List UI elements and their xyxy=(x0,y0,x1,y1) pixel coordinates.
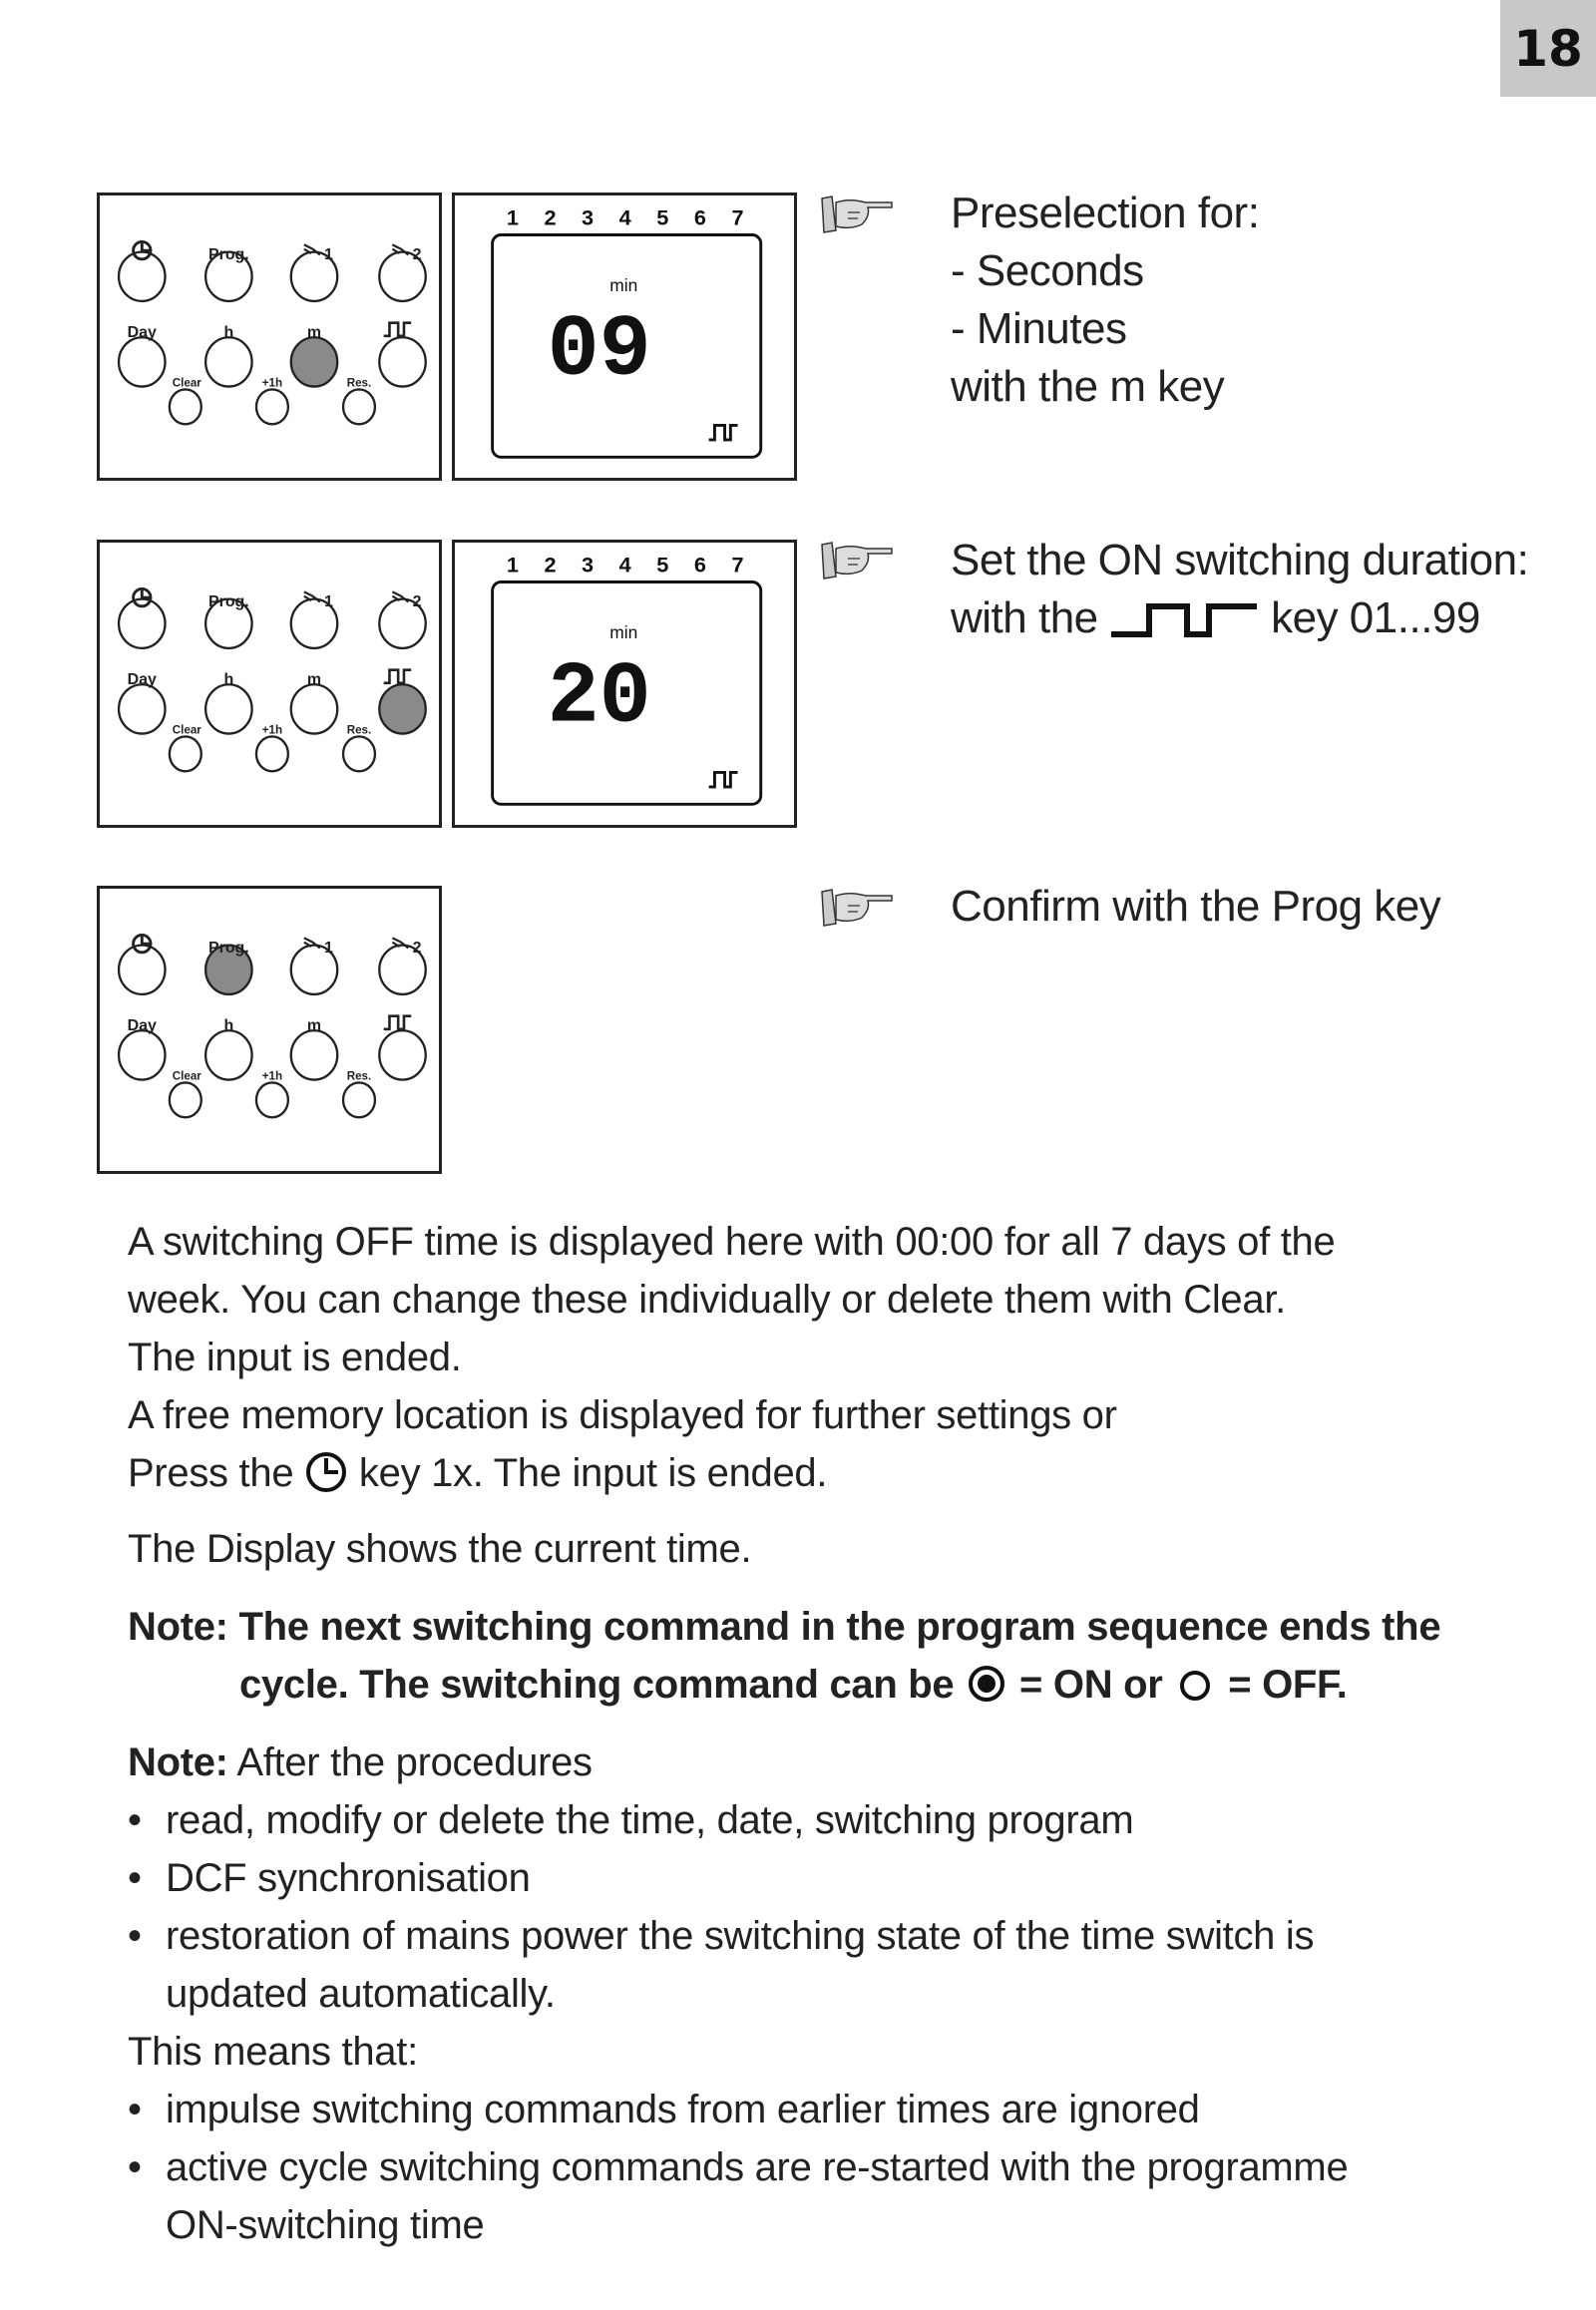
text-line: The Display shows the current time. xyxy=(128,1527,752,1571)
key-label-res: Res. xyxy=(346,376,372,390)
unit-label: min xyxy=(609,621,638,642)
keypad-diagram xyxy=(97,192,442,481)
key-label-res: Res. xyxy=(346,1069,372,1083)
key-res xyxy=(343,1082,375,1117)
day-indicator: 5 xyxy=(656,552,669,578)
pulse-icon xyxy=(384,323,412,336)
key-pulse xyxy=(379,337,425,386)
key-label-manual1: 1 xyxy=(324,939,333,957)
bullet-item: • impulse switching commands from earlier times are ignored xyxy=(128,2081,1440,2138)
key-label-prog: Prog. xyxy=(207,939,249,957)
text-line: week. You can change these individually or delete them with Clear. xyxy=(128,1278,1286,1322)
key-label-day: Day xyxy=(127,671,157,689)
key-label-clear: Clear xyxy=(172,723,201,737)
key-label-m: m xyxy=(306,671,322,689)
key-label-plus1h: +1h xyxy=(261,1069,283,1083)
key-label-m: m xyxy=(306,324,322,342)
pulse-icon xyxy=(384,670,412,683)
day-indicator: 2 xyxy=(544,204,557,230)
pulse-key-icon xyxy=(1109,602,1259,638)
text: cycle. The switching command can be xyxy=(239,1663,955,1707)
key-label-manual2: 2 xyxy=(412,592,422,610)
key-label-manual2: 2 xyxy=(412,939,422,957)
text-line: This means that: xyxy=(128,2030,418,2074)
key-label-h: h xyxy=(223,1017,234,1035)
day-indicator: 4 xyxy=(618,552,631,578)
day-indicator: 3 xyxy=(582,552,595,578)
instruction-line: Confirm with the Prog key xyxy=(951,882,1441,931)
key-label-res: Res. xyxy=(346,723,372,737)
key-m xyxy=(291,684,337,733)
pointing-hand-icon xyxy=(818,194,896,234)
pulse-icon xyxy=(384,1016,412,1029)
key-clear xyxy=(170,736,201,771)
key-label-h: h xyxy=(223,324,234,342)
display-value: 20 xyxy=(547,649,651,748)
instruction-step-2 xyxy=(951,532,1528,647)
key-label-m: m xyxy=(306,1017,322,1035)
key-label-day: Day xyxy=(127,324,157,342)
text-line xyxy=(128,1444,1440,1502)
key-res xyxy=(343,736,375,771)
instruction-step-1 xyxy=(951,185,1259,416)
text-line xyxy=(128,1733,1440,1791)
unit-label: min xyxy=(609,274,638,295)
instruction-line: with the m key xyxy=(951,362,1225,411)
day-indicator: 6 xyxy=(693,204,706,230)
text: After the procedures xyxy=(236,1740,593,1784)
day-indicator: 1 xyxy=(506,552,519,578)
note-label: Note: xyxy=(128,1740,228,1784)
instruction-step-3 xyxy=(951,878,1440,936)
instruction-line: Set the ON switching duration: xyxy=(951,536,1529,584)
note-line xyxy=(128,1656,1440,1714)
day-indicator: 4 xyxy=(618,204,631,230)
key-m-pressed xyxy=(291,337,337,386)
text: = OFF. xyxy=(1228,1663,1348,1707)
on-symbol-icon xyxy=(965,1662,1008,1706)
pointing-hand-icon xyxy=(818,888,896,928)
instruction-text: key 01...99 xyxy=(1271,593,1480,642)
key-day xyxy=(119,337,165,386)
day-indicator: 1 xyxy=(506,204,519,230)
pulse-icon xyxy=(709,772,738,786)
key-label-manual1: 1 xyxy=(324,592,333,610)
key-day xyxy=(119,684,165,733)
key-label-prog: Prog. xyxy=(207,592,249,610)
key-label-clear: Clear xyxy=(172,1069,201,1083)
body-paragraph xyxy=(128,1213,1440,2254)
day-indicator: 2 xyxy=(544,552,557,578)
note-heading: Note: The next switching command in the program sequence ends the xyxy=(128,1605,1441,1649)
key-plus1h xyxy=(256,1082,288,1117)
text: = ON or xyxy=(1019,1663,1163,1707)
instruction-line: - Minutes xyxy=(951,304,1127,353)
key-clear xyxy=(170,389,201,424)
instruction-text: with the xyxy=(951,593,1098,642)
page-number: 18 xyxy=(1500,0,1596,97)
text-line: A free memory location is displayed for further settings or xyxy=(128,1393,1117,1437)
key-h xyxy=(205,1030,251,1079)
day-indicator: 7 xyxy=(731,204,744,230)
key-label-prog: Prog. xyxy=(207,245,249,263)
clock-key-icon xyxy=(304,1450,348,1494)
bullet-item: • restoration of mains power the switching state of the time switch is xyxy=(128,1907,1440,1965)
key-res xyxy=(343,389,375,424)
bullet-item: • read, modify or delete the time, date, switching program xyxy=(128,1791,1440,1849)
key-label-plus1h: +1h xyxy=(261,723,283,737)
key-label-manual1: 1 xyxy=(324,245,333,263)
day-indicator: 3 xyxy=(582,204,595,230)
key-h xyxy=(205,684,251,733)
key-label-plus1h: +1h xyxy=(261,376,283,390)
bullet-item: • DCF synchronisation xyxy=(128,1849,1440,1907)
bullet-continuation: updated automatically. xyxy=(166,1972,556,2016)
off-symbol-icon xyxy=(1173,1662,1217,1706)
text: Press the xyxy=(128,1451,294,1495)
lcd-display-diagram xyxy=(452,540,797,828)
day-indicator: 5 xyxy=(656,204,669,230)
instruction-line xyxy=(951,589,1528,647)
pulse-icon xyxy=(709,425,738,439)
day-indicator: 6 xyxy=(693,552,706,578)
day-indicator: 7 xyxy=(731,552,744,578)
key-label-h: h xyxy=(223,671,234,689)
bullet-item: • active cycle switching commands are re-started with the programme xyxy=(128,2138,1440,2196)
keypad-diagram xyxy=(97,886,442,1174)
pointing-hand-icon xyxy=(818,541,896,580)
key-label-day: Day xyxy=(127,1017,157,1035)
bullet-continuation: ON-switching time xyxy=(166,2203,485,2247)
key-m xyxy=(291,1030,337,1079)
key-label-manual2: 2 xyxy=(412,245,422,263)
key-plus1h xyxy=(256,736,288,771)
display-value: 09 xyxy=(547,302,651,401)
key-plus1h xyxy=(256,389,288,424)
key-h xyxy=(205,337,251,386)
key-label-clear: Clear xyxy=(172,376,201,390)
key-pulse-pressed xyxy=(379,684,425,733)
text-line: The input is ended. xyxy=(128,1336,462,1379)
key-day xyxy=(119,1030,165,1079)
instruction-line: - Seconds xyxy=(951,246,1144,295)
text-line: A switching OFF time is displayed here with 00:00 for all 7 days of the xyxy=(128,1220,1336,1264)
key-pulse xyxy=(379,1030,425,1079)
keypad-diagram xyxy=(97,540,442,828)
text: key 1x. The input is ended. xyxy=(358,1451,828,1495)
key-clear xyxy=(170,1082,201,1117)
lcd-display-diagram xyxy=(452,192,797,481)
instruction-line: Preselection for: xyxy=(951,189,1260,237)
